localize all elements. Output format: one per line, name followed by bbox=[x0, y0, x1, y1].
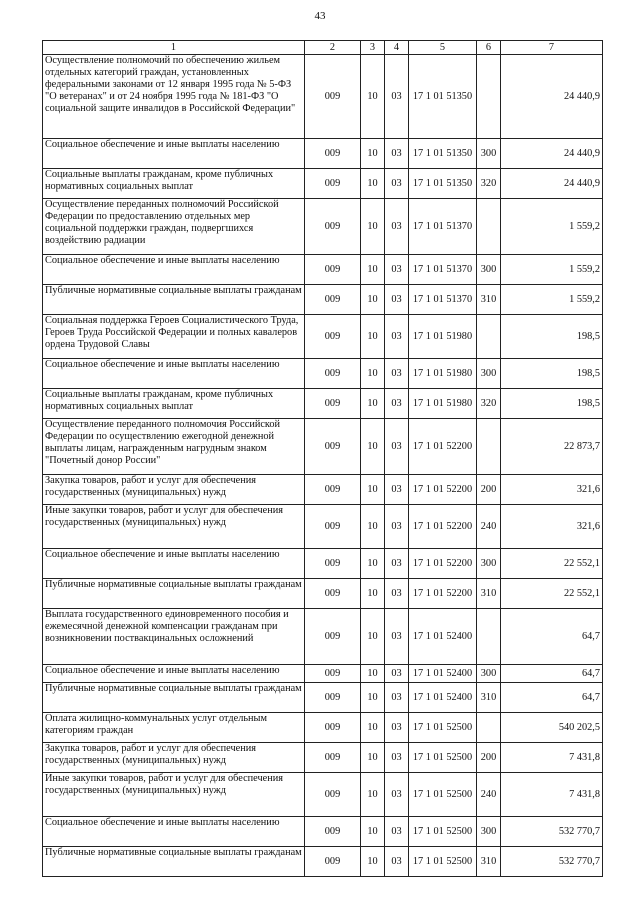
ministry-code: 009 bbox=[305, 285, 361, 315]
section-code: 10 bbox=[361, 847, 385, 877]
table-row bbox=[43, 817, 603, 847]
column-header: 5 bbox=[409, 41, 477, 55]
table-row bbox=[43, 255, 603, 285]
row-description: Осуществление переданных полномочий Российской Федерации по предоставлению отдельных мер социальной поддержки граждан, подвергшихся воздействию радиации bbox=[43, 199, 305, 255]
expense-type-code: 310 bbox=[477, 847, 501, 877]
ministry-code: 009 bbox=[305, 389, 361, 419]
amount: 22 552,1 bbox=[501, 549, 603, 579]
amount: 540 202,5 bbox=[501, 713, 603, 743]
row-description: Публичные нормативные социальные выплаты гражданам bbox=[43, 847, 305, 877]
column-header: 4 bbox=[385, 41, 409, 55]
ministry-code: 009 bbox=[305, 475, 361, 505]
ministry-code: 009 bbox=[305, 549, 361, 579]
expense-type-code bbox=[477, 55, 501, 139]
section-code: 10 bbox=[361, 579, 385, 609]
row-description: Осуществление переданного полномочия Российской Федерации по осуществлению ежегодной денежной выплаты лицам, награжденным нагрудным знаком "Почетный донор России" bbox=[43, 419, 305, 475]
target-article-code: 17 1 01 51370 bbox=[409, 285, 477, 315]
row-description: Социальное обеспечение и иные выплаты населению bbox=[43, 665, 305, 683]
expense-type-code: 200 bbox=[477, 475, 501, 505]
table-row bbox=[43, 579, 603, 609]
section-code: 10 bbox=[361, 683, 385, 713]
target-article-code: 17 1 01 52200 bbox=[409, 419, 477, 475]
table-row bbox=[43, 475, 603, 505]
table-row bbox=[43, 773, 603, 817]
target-article-code: 17 1 01 52200 bbox=[409, 475, 477, 505]
target-article-code: 17 1 01 51370 bbox=[409, 199, 477, 255]
expense-type-code: 320 bbox=[477, 389, 501, 419]
amount: 64,7 bbox=[501, 609, 603, 665]
subsection-code: 03 bbox=[385, 169, 409, 199]
subsection-code: 03 bbox=[385, 665, 409, 683]
amount: 198,5 bbox=[501, 389, 603, 419]
table-row bbox=[43, 665, 603, 683]
subsection-code: 03 bbox=[385, 419, 409, 475]
section-code: 10 bbox=[361, 817, 385, 847]
ministry-code: 009 bbox=[305, 817, 361, 847]
amount: 321,6 bbox=[501, 505, 603, 549]
expense-type-code bbox=[477, 315, 501, 359]
expense-type-code: 300 bbox=[477, 549, 501, 579]
row-description: Социальная поддержка Героев Социалистического Труда, Героев Труда Российской Федерации и полных кавалеров ордена Трудовой Славы bbox=[43, 315, 305, 359]
table-row bbox=[43, 55, 603, 139]
target-article-code: 17 1 01 52400 bbox=[409, 609, 477, 665]
amount: 532 770,7 bbox=[501, 847, 603, 877]
table-body bbox=[43, 55, 603, 877]
target-article-code: 17 1 01 51980 bbox=[409, 389, 477, 419]
amount: 1 559,2 bbox=[501, 255, 603, 285]
subsection-code: 03 bbox=[385, 683, 409, 713]
subsection-code: 03 bbox=[385, 609, 409, 665]
target-article-code: 17 1 01 52400 bbox=[409, 665, 477, 683]
expense-type-code bbox=[477, 713, 501, 743]
expense-type-code bbox=[477, 419, 501, 475]
section-code: 10 bbox=[361, 139, 385, 169]
section-code: 10 bbox=[361, 285, 385, 315]
section-code: 10 bbox=[361, 315, 385, 359]
amount: 64,7 bbox=[501, 665, 603, 683]
section-code: 10 bbox=[361, 419, 385, 475]
subsection-code: 03 bbox=[385, 139, 409, 169]
row-description: Оплата жилищно-коммунальных услуг отдельным категориям граждан bbox=[43, 713, 305, 743]
expense-type-code: 320 bbox=[477, 169, 501, 199]
row-description: Закупка товаров, работ и услуг для обеспечения государственных (муниципальных) нужд bbox=[43, 743, 305, 773]
ministry-code: 009 bbox=[305, 359, 361, 389]
expense-type-code bbox=[477, 609, 501, 665]
row-description: Социальное обеспечение и иные выплаты населению bbox=[43, 359, 305, 389]
ministry-code: 009 bbox=[305, 419, 361, 475]
table-row bbox=[43, 199, 603, 255]
target-article-code: 17 1 01 52500 bbox=[409, 847, 477, 877]
section-code: 10 bbox=[361, 609, 385, 665]
ministry-code: 009 bbox=[305, 773, 361, 817]
row-description: Иные закупки товаров, работ и услуг для обеспечения государственных (муниципальных) нужд bbox=[43, 773, 305, 817]
column-header: 1 bbox=[43, 41, 305, 55]
expense-type-code: 300 bbox=[477, 817, 501, 847]
row-description: Осуществление полномочий по обеспечению жильем отдельных категорий граждан, установленных федеральными законами от 12 января 1995 года № 5-ФЗ "О ветеранах" и от 24 ноября 1995 года № 181-ФЗ "О социальной защите инвалидов в Российской Федерации" bbox=[43, 55, 305, 139]
expense-type-code: 300 bbox=[477, 139, 501, 169]
budget-table bbox=[42, 40, 603, 877]
subsection-code: 03 bbox=[385, 817, 409, 847]
amount: 7 431,8 bbox=[501, 773, 603, 817]
amount: 198,5 bbox=[501, 359, 603, 389]
row-description: Социальное обеспечение и иные выплаты населению bbox=[43, 255, 305, 285]
subsection-code: 03 bbox=[385, 359, 409, 389]
expense-type-code: 200 bbox=[477, 743, 501, 773]
ministry-code: 009 bbox=[305, 665, 361, 683]
row-description: Публичные нормативные социальные выплаты гражданам bbox=[43, 683, 305, 713]
table-row bbox=[43, 713, 603, 743]
section-code: 10 bbox=[361, 359, 385, 389]
row-description: Социальное обеспечение и иные выплаты населению bbox=[43, 817, 305, 847]
subsection-code: 03 bbox=[385, 743, 409, 773]
table-row bbox=[43, 549, 603, 579]
expense-type-code: 240 bbox=[477, 505, 501, 549]
table-row bbox=[43, 139, 603, 169]
section-code: 10 bbox=[361, 199, 385, 255]
amount: 1 559,2 bbox=[501, 199, 603, 255]
section-code: 10 bbox=[361, 773, 385, 817]
target-article-code: 17 1 01 52200 bbox=[409, 579, 477, 609]
expense-type-code: 300 bbox=[477, 255, 501, 285]
row-description: Закупка товаров, работ и услуг для обеспечения государственных (муниципальных) нужд bbox=[43, 475, 305, 505]
subsection-code: 03 bbox=[385, 713, 409, 743]
section-code: 10 bbox=[361, 389, 385, 419]
expense-type-code: 310 bbox=[477, 285, 501, 315]
subsection-code: 03 bbox=[385, 505, 409, 549]
ministry-code: 009 bbox=[305, 315, 361, 359]
expense-type-code: 300 bbox=[477, 359, 501, 389]
row-description: Социальное обеспечение и иные выплаты населению bbox=[43, 139, 305, 169]
ministry-code: 009 bbox=[305, 713, 361, 743]
amount: 24 440,9 bbox=[501, 55, 603, 139]
subsection-code: 03 bbox=[385, 285, 409, 315]
section-code: 10 bbox=[361, 505, 385, 549]
subsection-code: 03 bbox=[385, 255, 409, 285]
amount: 321,6 bbox=[501, 475, 603, 505]
row-description: Социальное обеспечение и иные выплаты населению bbox=[43, 549, 305, 579]
section-code: 10 bbox=[361, 549, 385, 579]
column-number-row bbox=[43, 41, 603, 55]
section-code: 10 bbox=[361, 713, 385, 743]
ministry-code: 009 bbox=[305, 579, 361, 609]
table-row bbox=[43, 683, 603, 713]
section-code: 10 bbox=[361, 255, 385, 285]
expense-type-code: 300 bbox=[477, 665, 501, 683]
target-article-code: 17 1 01 52200 bbox=[409, 549, 477, 579]
target-article-code: 17 1 01 52400 bbox=[409, 683, 477, 713]
target-article-code: 17 1 01 51980 bbox=[409, 315, 477, 359]
target-article-code: 17 1 01 51370 bbox=[409, 255, 477, 285]
ministry-code: 009 bbox=[305, 139, 361, 169]
subsection-code: 03 bbox=[385, 579, 409, 609]
expense-type-code bbox=[477, 199, 501, 255]
target-article-code: 17 1 01 52500 bbox=[409, 713, 477, 743]
subsection-code: 03 bbox=[385, 199, 409, 255]
row-description: Публичные нормативные социальные выплаты гражданам bbox=[43, 579, 305, 609]
amount: 532 770,7 bbox=[501, 817, 603, 847]
section-code: 10 bbox=[361, 475, 385, 505]
target-article-code: 17 1 01 51980 bbox=[409, 359, 477, 389]
target-article-code: 17 1 01 51350 bbox=[409, 55, 477, 139]
table-row bbox=[43, 743, 603, 773]
ministry-code: 009 bbox=[305, 683, 361, 713]
subsection-code: 03 bbox=[385, 773, 409, 817]
table-row bbox=[43, 359, 603, 389]
column-header: 7 bbox=[501, 41, 603, 55]
amount: 24 440,9 bbox=[501, 139, 603, 169]
expense-type-code: 310 bbox=[477, 579, 501, 609]
subsection-code: 03 bbox=[385, 549, 409, 579]
ministry-code: 009 bbox=[305, 609, 361, 665]
table-row bbox=[43, 169, 603, 199]
target-article-code: 17 1 01 51350 bbox=[409, 139, 477, 169]
ministry-code: 009 bbox=[305, 847, 361, 877]
row-description: Социальные выплаты гражданам, кроме публичных нормативных социальных выплат bbox=[43, 389, 305, 419]
table-row bbox=[43, 285, 603, 315]
row-description: Выплата государственного единовременного пособия и ежемесячной денежной компенсации гражданам при возникновении поствакцинальных осложнений bbox=[43, 609, 305, 665]
subsection-code: 03 bbox=[385, 315, 409, 359]
target-article-code: 17 1 01 52500 bbox=[409, 743, 477, 773]
section-code: 10 bbox=[361, 665, 385, 683]
column-header: 3 bbox=[361, 41, 385, 55]
ministry-code: 009 bbox=[305, 505, 361, 549]
ministry-code: 009 bbox=[305, 255, 361, 285]
table-row bbox=[43, 609, 603, 665]
ministry-code: 009 bbox=[305, 55, 361, 139]
amount: 22 873,7 bbox=[501, 419, 603, 475]
ministry-code: 009 bbox=[305, 199, 361, 255]
table-row bbox=[43, 505, 603, 549]
expense-type-code: 310 bbox=[477, 683, 501, 713]
row-description: Публичные нормативные социальные выплаты гражданам bbox=[43, 285, 305, 315]
table-row bbox=[43, 847, 603, 877]
section-code: 10 bbox=[361, 169, 385, 199]
amount: 24 440,9 bbox=[501, 169, 603, 199]
column-header: 6 bbox=[477, 41, 501, 55]
table-row bbox=[43, 419, 603, 475]
row-description: Социальные выплаты гражданам, кроме публичных нормативных социальных выплат bbox=[43, 169, 305, 199]
amount: 22 552,1 bbox=[501, 579, 603, 609]
table-row bbox=[43, 315, 603, 359]
subsection-code: 03 bbox=[385, 389, 409, 419]
expense-type-code: 240 bbox=[477, 773, 501, 817]
amount: 1 559,2 bbox=[501, 285, 603, 315]
column-header: 2 bbox=[305, 41, 361, 55]
subsection-code: 03 bbox=[385, 475, 409, 505]
subsection-code: 03 bbox=[385, 847, 409, 877]
amount: 64,7 bbox=[501, 683, 603, 713]
page-number: 43 bbox=[314, 10, 326, 22]
amount: 198,5 bbox=[501, 315, 603, 359]
table-row bbox=[43, 389, 603, 419]
section-code: 10 bbox=[361, 743, 385, 773]
target-article-code: 17 1 01 52500 bbox=[409, 773, 477, 817]
ministry-code: 009 bbox=[305, 743, 361, 773]
section-code: 10 bbox=[361, 55, 385, 139]
target-article-code: 17 1 01 52200 bbox=[409, 505, 477, 549]
target-article-code: 17 1 01 51350 bbox=[409, 169, 477, 199]
ministry-code: 009 bbox=[305, 169, 361, 199]
target-article-code: 17 1 01 52500 bbox=[409, 817, 477, 847]
row-description: Иные закупки товаров, работ и услуг для обеспечения государственных (муниципальных) нужд bbox=[43, 505, 305, 549]
subsection-code: 03 bbox=[385, 55, 409, 139]
amount: 7 431,8 bbox=[501, 743, 603, 773]
